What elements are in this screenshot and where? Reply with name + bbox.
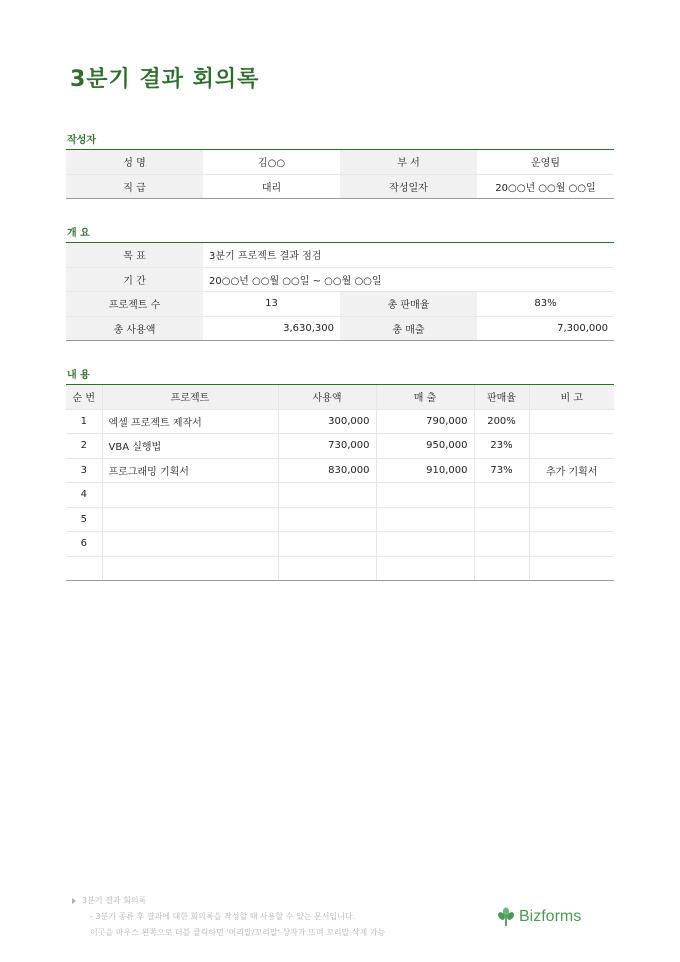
sales-rate-label: 총 판매율 [340,292,477,317]
revenue-label: 총 매출 [340,316,477,341]
col-header-project: 프로젝트 [102,385,278,410]
period-value[interactable]: 20○○년 ○○월 ○○일 ~ ○○월 ○○일 [203,267,614,292]
usage-cell[interactable] [278,532,376,557]
author-row [66,174,614,199]
name-label: 성 명 [66,150,203,175]
project-cell[interactable] [102,507,278,532]
project-count-label: 프로젝트 수 [66,292,203,317]
rank-label: 직 급 [66,174,203,199]
footer-line-3: 이곳을 마우스 왼쪽으로 더블 클릭하면 '머리말/꼬리말' 상자가 뜨며 꼬리말 삭제 가능 [90,928,386,937]
row-number: 2 [66,434,102,459]
logo-text: Bizforms [519,908,582,925]
revenue-cell[interactable]: 790,000 [376,409,474,434]
table-row [66,532,614,557]
date-value[interactable]: 20○○년 ○○월 ○○일 [477,174,614,199]
project-cell[interactable]: VBA 실행법 [102,434,278,459]
footer-line-2: - 3분기 종류 후 결과에 대한 회의록을 작성할 때 사용할 수 있는 문서입니다. [90,912,356,921]
col-header-no: 순 번 [66,385,102,410]
project-cell[interactable] [102,532,278,557]
table-row [66,556,614,581]
project-cell[interactable]: 엑셀 프로젝트 제작서 [102,409,278,434]
usage-cell[interactable]: 830,000 [278,458,376,483]
usage-label: 총 사용액 [66,316,203,341]
note-cell[interactable] [529,483,614,508]
bullet-icon [72,898,76,904]
overview-table [66,242,614,341]
col-header-usage: 사용액 [278,385,376,410]
goal-value[interactable]: 3분기 프로젝트 결과 점검 [203,243,614,268]
department-value[interactable]: 운영팀 [477,150,614,175]
row-number: 5 [66,507,102,532]
content-header-row [66,385,614,410]
author-section-title: 작성자 [67,135,96,146]
note-cell[interactable] [529,434,614,459]
overview-row [66,316,614,341]
usage-cell[interactable] [278,483,376,508]
project-cell[interactable]: 프로그래밍 기획서 [102,458,278,483]
name-value[interactable]: 김○○ [203,150,340,175]
overview-row [66,267,614,292]
usage-cell[interactable] [278,556,376,581]
row-number [66,556,102,581]
col-header-note: 비 고 [529,385,614,410]
table-row [66,434,614,459]
overview-row [66,243,614,268]
table-row [66,458,614,483]
col-header-sales-rate: 판매율 [474,385,529,410]
author-row [66,150,614,175]
row-number: 4 [66,483,102,508]
content-section-title: 내 용 [67,370,90,381]
sales-rate-cell[interactable]: 23% [474,434,529,459]
usage-value[interactable]: 3,630,300 [203,316,340,341]
note-cell[interactable] [529,532,614,557]
revenue-cell[interactable]: 950,000 [376,434,474,459]
revenue-cell[interactable] [376,556,474,581]
row-number: 6 [66,532,102,557]
overview-row [66,292,614,317]
author-table [66,149,614,199]
period-label: 기 간 [66,267,203,292]
project-cell[interactable] [102,483,278,508]
footer-line-1 [72,893,385,909]
table-row [66,409,614,434]
table-row [66,483,614,508]
sales-rate-cell[interactable]: 200% [474,409,529,434]
footer-note[interactable] [72,893,385,941]
revenue-cell[interactable] [376,532,474,557]
usage-cell[interactable] [278,507,376,532]
usage-cell[interactable]: 300,000 [278,409,376,434]
bizforms-logo [497,907,581,927]
col-header-revenue: 매 출 [376,385,474,410]
revenue-cell[interactable] [376,507,474,532]
goal-label: 목 표 [66,243,203,268]
note-cell[interactable] [529,556,614,581]
row-number: 1 [66,409,102,434]
sales-rate-cell[interactable] [474,532,529,557]
rank-value[interactable]: 대리 [203,174,340,199]
content-table [66,384,614,581]
sales-rate-cell[interactable] [474,556,529,581]
usage-cell[interactable]: 730,000 [278,434,376,459]
sales-rate-cell[interactable] [474,483,529,508]
project-cell[interactable] [102,556,278,581]
project-count-value[interactable]: 13 [203,292,340,317]
sales-rate-value[interactable]: 83% [477,292,614,317]
note-cell[interactable]: 추가 기획서 [529,458,614,483]
row-number: 3 [66,458,102,483]
note-cell[interactable] [529,409,614,434]
sales-rate-cell[interactable] [474,507,529,532]
note-cell[interactable] [529,507,614,532]
footer-title: 3분기 결과 회의록 [82,896,147,905]
sales-rate-cell[interactable]: 73% [474,458,529,483]
department-label: 부 서 [340,150,477,175]
overview-section-title: 개 요 [67,228,90,239]
leaf-icon [497,907,515,927]
table-row [66,507,614,532]
revenue-value[interactable]: 7,300,000 [477,316,614,341]
date-label: 작성일자 [340,174,477,199]
revenue-cell[interactable] [376,483,474,508]
document-title: 3분기 결과 회의록 [70,67,260,92]
revenue-cell[interactable]: 910,000 [376,458,474,483]
